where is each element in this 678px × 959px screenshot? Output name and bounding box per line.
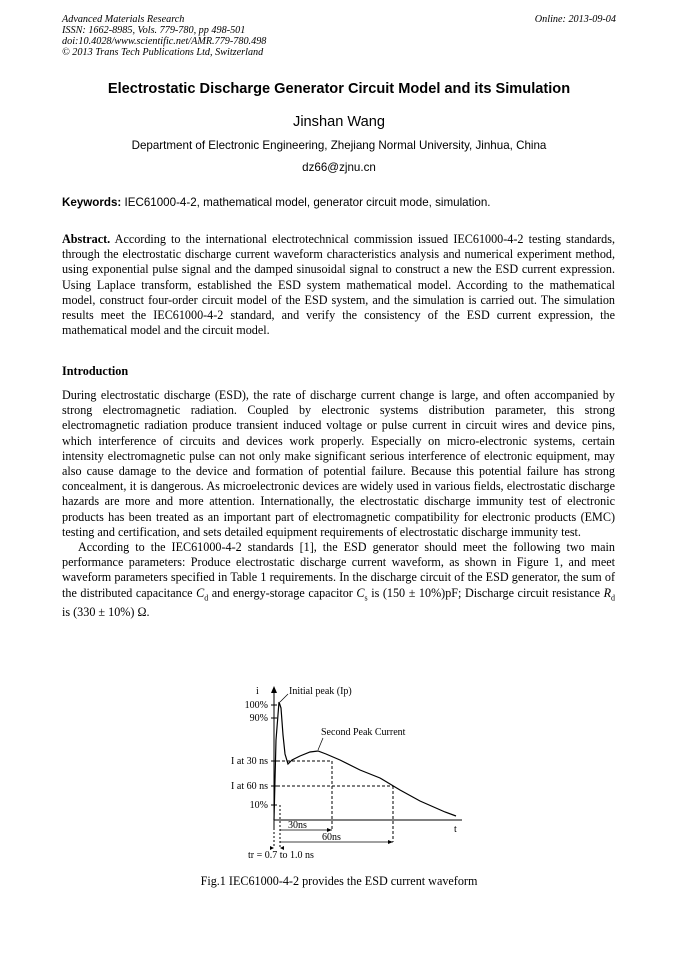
y-axis-arrow: [271, 686, 277, 693]
label-90: 90%: [249, 713, 268, 724]
online-date: Online: 2013-09-04: [534, 14, 616, 25]
label-60ns: 60ns: [322, 832, 341, 843]
paper-title: Electrostatic Discharge Generator Circuit Model and its Simulation: [107, 81, 571, 97]
copyright-line: © 2013 Trans Tech Publications Ltd, Switzerland: [62, 47, 264, 58]
journal-name: Advanced Materials Research: [62, 14, 185, 25]
label-i60: I at 60 ns: [231, 781, 268, 792]
cs-subscript: s: [364, 593, 368, 603]
para2-text-d: is (330 ± 10%) Ω.: [62, 605, 150, 620]
esd-waveform-figure: [200, 680, 480, 870]
rd-subscript: d: [611, 593, 615, 603]
label-10: 10%: [249, 800, 268, 811]
cs-symbol: C: [356, 585, 365, 600]
x-axis-label: t: [454, 824, 457, 835]
author-name: Jinshan Wang: [293, 114, 385, 130]
label-i30: I at 30 ns: [231, 756, 268, 767]
para2-text-b: and energy-storage capacitor: [208, 585, 357, 600]
y-axis-label: i: [256, 686, 259, 697]
label-100: 100%: [244, 700, 268, 711]
introduction-paragraph-1: During electrostatic discharge (ESD), the rate of discharge current change is large, and often accompanied by strong electromagnetic radiation. Coupled by electronic systems distribution parameter, this strong electromagnetic radiation produce transient induced voltage or pulse current in circuit wires and device pins, which interference of circuits and devices work properly. Especially on micro-electronic systems, certain intensity electromagnetic pulse can not only make significant serious interference of electronic equipment, may also cause damage to the device and formation of potential failure. Because this potential failure has strong concealment, it is dangerous. As microelectronic devices are widely used in various fields, electrostatic discharge hazards are more and more attention. Internationally, the electrostatic discharge immunity test of electronic products has been treated as an important part of electromagnetic compatibility for electronic products (EMC) testing and certification, and sets detailed equipment requirements of electrostatic discharge immunity test.: [62, 388, 615, 539]
abstract-paragraph: [62, 232, 615, 338]
initial-peak-leader: [280, 694, 288, 702]
rd-symbol: R: [603, 585, 611, 600]
label-second-peak: Second Peak Current: [321, 727, 406, 738]
abstract-label: Abstract.: [62, 232, 111, 246]
dim-60ns-arrow: [388, 840, 393, 844]
doi-line: doi:10.4028/www.scientific.net/AMR.779-780.498: [62, 36, 267, 47]
keywords-line: [62, 196, 622, 209]
esd-current-waveform: [274, 702, 456, 820]
para2-text-a: According to the IEC61000-4-2 standards [1], the ESD generator should meet the following two main performance parameters: Produce electrostatic discharge current waveform, as shown in Figure 1, and meet waveform parameters specified in Table 1 requirements. In the discharge circuit of the ESD generator, the sum of the distributed capacitance: [62, 540, 615, 600]
label-initial-peak: Initial peak (Ip): [289, 686, 352, 697]
keywords-text: IEC61000-4-2, mathematical model, generator circuit mode, simulation.: [121, 196, 491, 209]
keywords-label: Keywords:: [62, 196, 122, 209]
introduction-body: [62, 388, 615, 620]
cd-symbol: C: [196, 585, 205, 600]
figure-caption: Fig.1 IEC61000-4-2 provides the ESD current waveform: [200, 874, 478, 888]
second-peak-leader: [318, 738, 323, 750]
section-heading-introduction: Introduction: [62, 364, 129, 378]
author-affiliation: Department of Electronic Engineering, Zhejiang Normal University, Jinhua, China: [131, 139, 547, 152]
label-30ns: 30ns: [288, 820, 307, 831]
abstract-text: According to the international electrotechnical commission issued IEC61000-4-2 testing standards, through the electrostatic discharge current waveform characteristics analysis and numerical experiment method, using exponential pulse signal and the damped sinusoidal signal to construct a new the ESD current expression. Using Laplace transform, established the ESD system mathematical model. According to the mathematical model, construct four-order circuit model of the ESD system, and the simulation is carried out. The simulation results meet the IEC61000-4-2 standard, and verify the consistency of the ESD current expression, the mathematical model and the circuit model.: [62, 232, 615, 338]
para2-text-c: is (150 ± 10%)pF; Discharge circuit resistance: [367, 585, 604, 600]
label-rise-time: tr = 0.7 to 1.0 ns: [248, 850, 314, 861]
introduction-paragraph-2: [62, 540, 615, 620]
author-email: dz66@zjnu.cn: [302, 161, 376, 174]
cd-subscript: d: [204, 593, 209, 603]
issn-line: ISSN: 1662-8985, Vols. 779-780, pp 498-501: [62, 25, 246, 36]
